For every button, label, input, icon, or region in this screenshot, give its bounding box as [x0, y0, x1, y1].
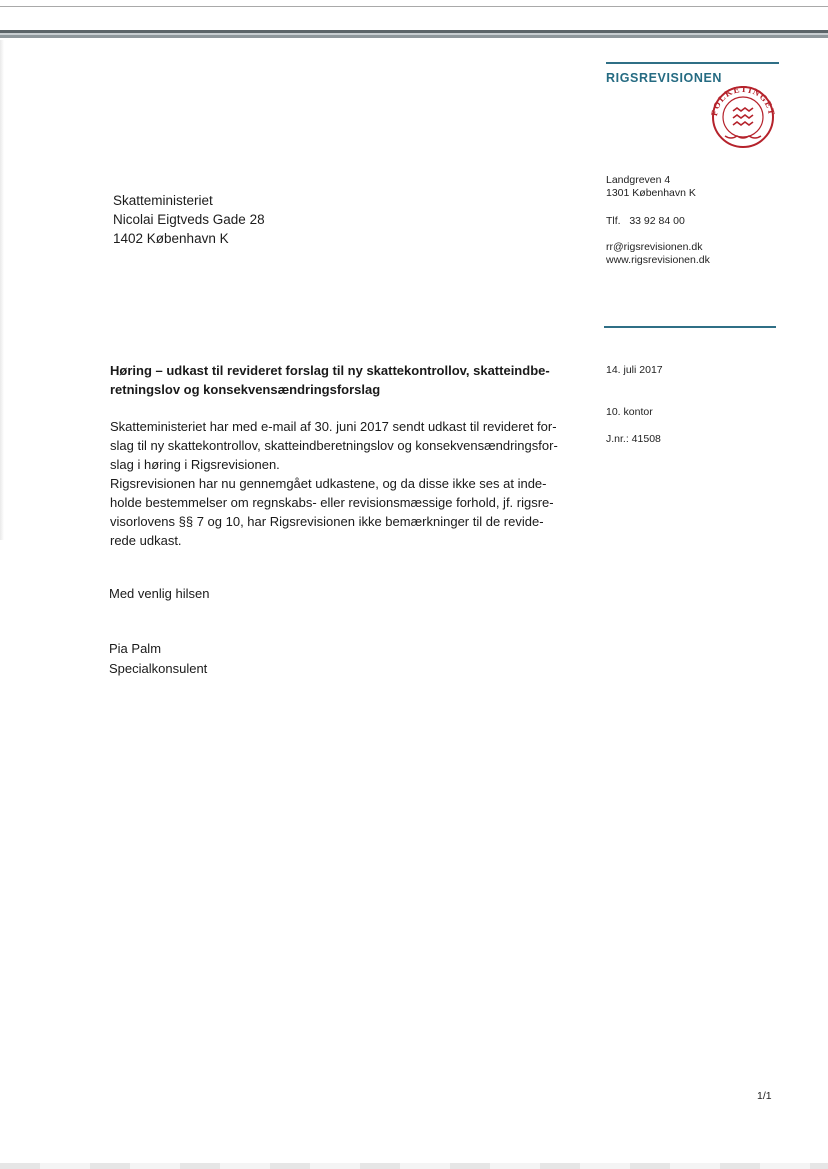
office: 10. kontor: [606, 406, 653, 418]
subject-line-1: Høring – udkast til revideret forslag til ny skattekontrollov, skatteindbe-: [110, 363, 550, 378]
sender-city: 1301 København K: [606, 187, 696, 199]
sender-street: Landgreven 4: [606, 174, 671, 186]
signer-name: Pia Palm: [109, 641, 162, 656]
recipient-line-2: Nicolai Eigtveds Gade 28: [113, 212, 265, 227]
scan-left-shadow: [0, 40, 4, 540]
sender-phone: Tlf. 33 92 84 00: [606, 215, 685, 227]
subject-line-2: retningslov og konsekvensændringsforslag: [110, 382, 381, 397]
org-name: RIGSREVISIONEN: [606, 71, 723, 85]
subject-heading: [110, 361, 580, 399]
body-paragraph-2: [110, 474, 554, 550]
letter-date: 14. juli 2017: [606, 364, 663, 376]
case-number: J.nr.: 41508: [606, 433, 661, 445]
closing-greeting: Med venlig hilsen: [109, 586, 210, 601]
recipient-line-1: Skatteministeriet: [113, 193, 213, 208]
page-number: 1/1: [757, 1090, 772, 1102]
scan-bottom-edge: [0, 1163, 828, 1169]
body-paragraph-1-line-1: Skatteministeriet har med e-mail af 30. juni 2017 sendt udkast til revideret for-: [110, 419, 557, 434]
body-paragraph-1: [110, 417, 558, 474]
folketinget-seal-icon: [709, 84, 777, 148]
letterhead-top-rule: [606, 62, 779, 64]
recipient-line-3: 1402 København K: [113, 231, 229, 246]
body-paragraph-2-line-4: rede udkast.: [110, 533, 182, 548]
scan-top-edge: [0, 0, 828, 7]
scan-header-band: [0, 30, 828, 38]
signer-title: Specialkonsulent: [109, 661, 208, 676]
body-paragraph-2-line-3: visorlovens §§ 7 og 10, har Rigsrevisionen ikke bemærkninger til de revide-: [110, 514, 544, 529]
svg-text:FOLKETINGET: FOLKETINGET: [709, 84, 777, 117]
sender-divider-rule: [604, 326, 776, 328]
sender-email: rr@rigsrevisionen.dk: [606, 241, 703, 253]
body-paragraph-1-line-3: slag i høring i Rigsrevisionen.: [110, 457, 280, 472]
body-paragraph-2-line-1: Rigsrevisionen har nu gennemgået udkastene, og da disse ikke ses at inde-: [110, 476, 547, 491]
body-paragraph-1-line-2: slag til ny skattekontrollov, skatteindberetningslov og konsekvensændringsfor-: [110, 438, 558, 453]
sender-web: www.rigsrevisionen.dk: [606, 254, 710, 266]
body-paragraph-2-line-2: holde bestemmelser om regnskabs- eller revisionsmæssige forhold, jf. rigsre-: [110, 495, 554, 510]
